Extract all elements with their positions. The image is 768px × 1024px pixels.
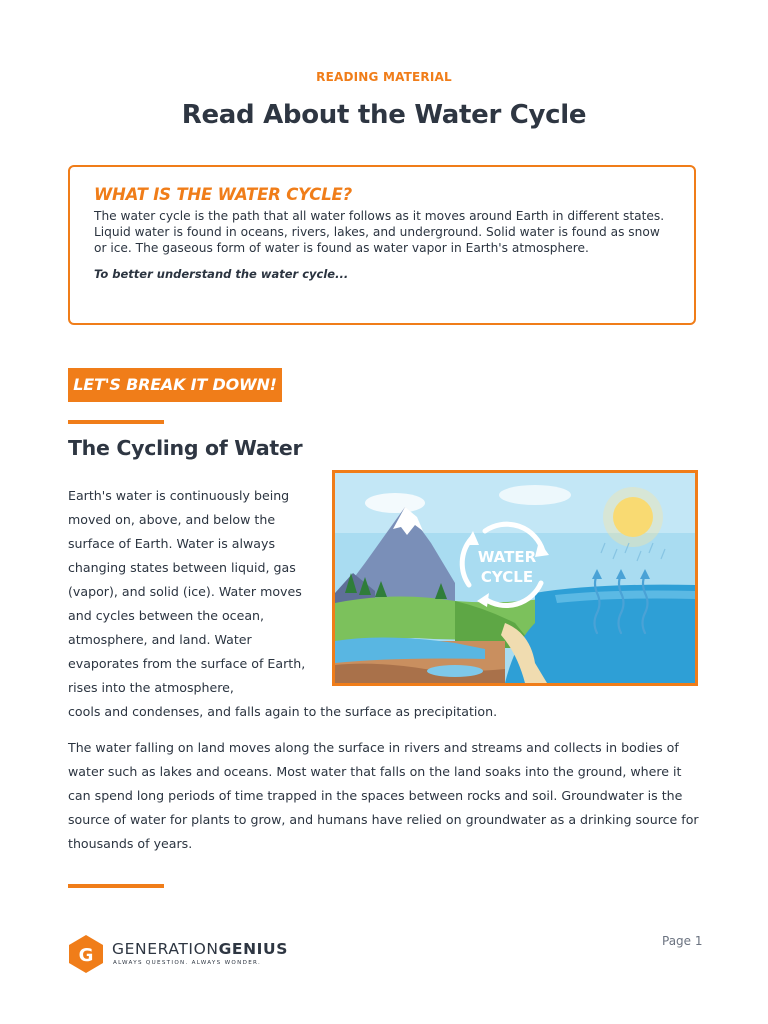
callout-body: The water cycle is the path that all water follows as it moves around Earth in different states. Liquid water is found in oceans, rivers, lakes, and underground. Solid water is found as snow or ice. The gaseous form of water is found as water vapor in Earth's atmosphere. [94, 209, 665, 255]
brand-name [112, 940, 288, 958]
paragraph-intro-tail: cools and condenses, and falls again to the surface as precipitation. [68, 704, 498, 719]
callout-lead: To better understand the water cycle... [94, 267, 349, 281]
reading-material-kicker: READING MATERIAL [316, 70, 452, 84]
section-divider [68, 420, 164, 424]
paragraph-land-water: The water falling on land moves along the surface in rivers and streams and collects in bodies of water such as lakes and oceans. Most water that falls on the land soaks into the ground, where it can spend long periods of time trapped in the spaces between rocks and soil. Groundwater is the source of water for plants to grow, and humans have relied on groundwater as a drinking source for thousands of years. [68, 740, 699, 851]
break-it-down-banner: LET'S BREAK IT DOWN! [68, 368, 282, 402]
brand-tagline: ALWAYS QUESTION. ALWAYS WONDER. [113, 960, 262, 966]
cycle-label-line1: WATER [477, 548, 537, 566]
page-number: Page 1 [662, 934, 703, 948]
paragraph-intro: Earth's water is continuously being moved on, above, and below the surface of Earth. Water is always changing states between liquid, gas (vapor), and solid (ice). Water moves and cycles between the ocean, atmosphere, and land. Water evaporates from the surface of Earth, rises into the atmosphere, [68, 488, 306, 695]
footer-divider [68, 884, 164, 888]
callout-heading: WHAT IS THE WATER CYCLE? [94, 185, 352, 204]
brand-light: GENERATION [112, 940, 219, 958]
water-cycle-definition-box [68, 165, 696, 325]
section-title: The Cycling of Water [68, 436, 303, 460]
generation-genius-logo [66, 934, 106, 978]
cycle-label-line2: CYCLE [480, 568, 534, 586]
page-title: Read About the Water Cycle [181, 100, 587, 130]
water-cycle-illustration [332, 470, 698, 686]
brand-bold: GENIUS [218, 940, 288, 958]
logo-letter: G [78, 945, 94, 966]
